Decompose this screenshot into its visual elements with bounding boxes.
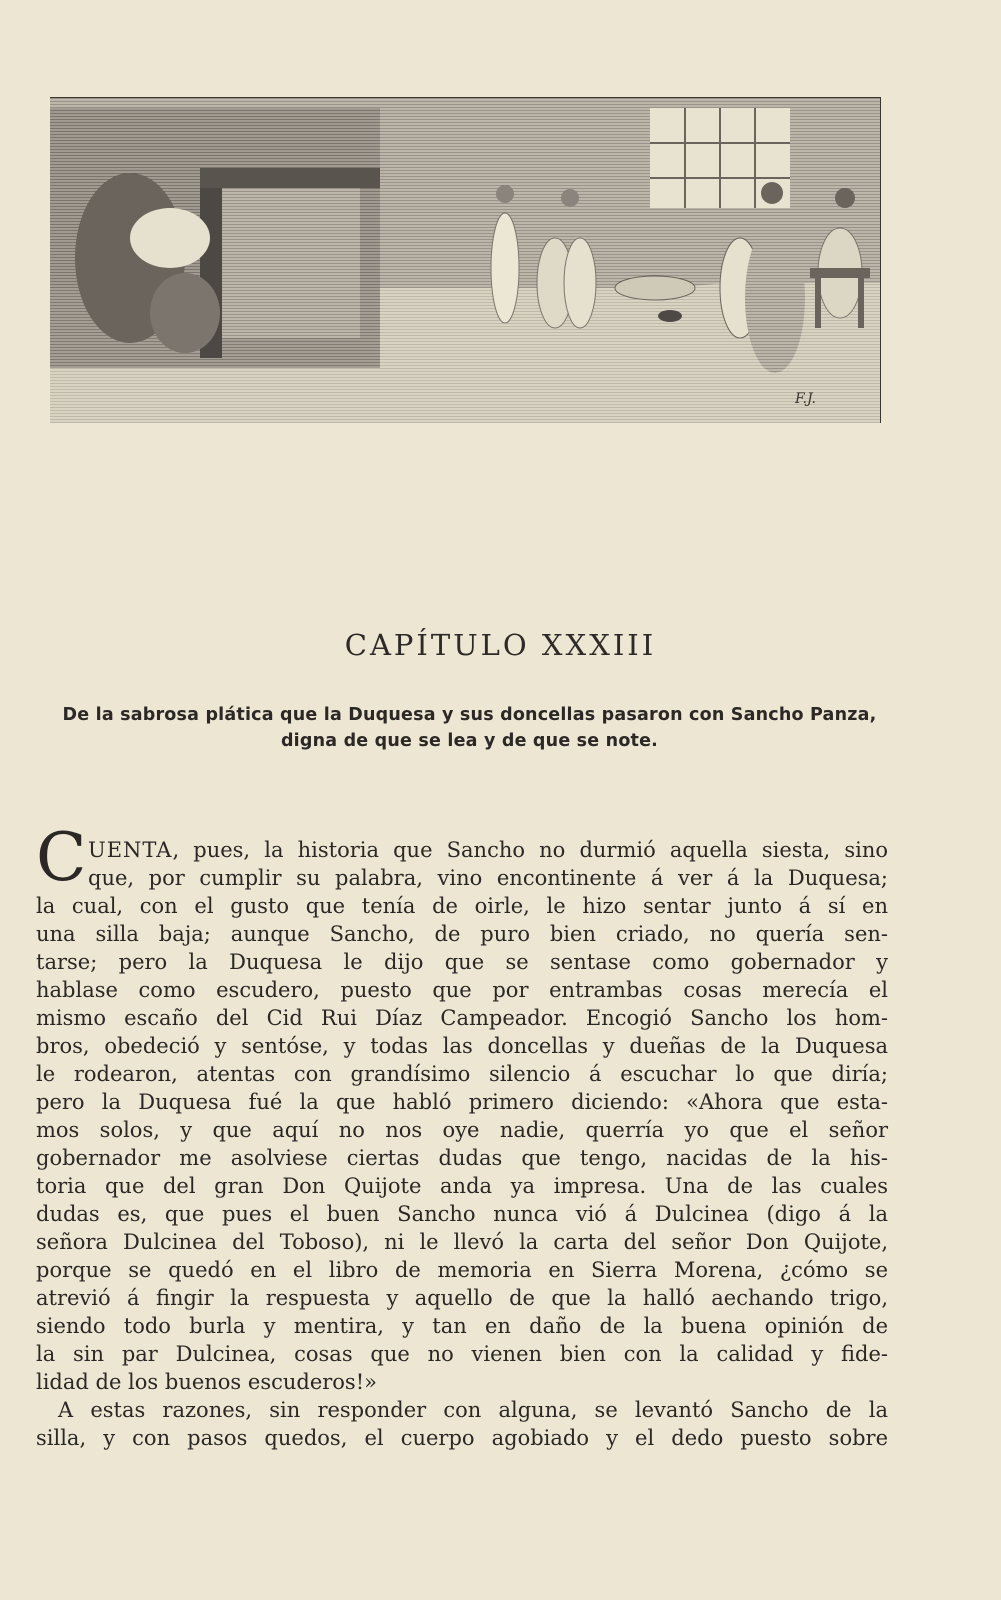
text-line: atrevió á fingir la respuesta y aquello de que la halló aechando trigo, xyxy=(36,1286,888,1310)
text-line: una silla baja; aunque Sancho, de puro bien criado, no quería sen- xyxy=(36,922,888,946)
text-line: la cual, con el gusto que tenía de oirle, le hizo sentar junto á sí en xyxy=(36,894,888,918)
subtitle-line-1: De la sabrosa plática que la Duquesa y sus doncellas pasaron con Sancho Panza, xyxy=(62,705,877,725)
text-line: silla, y con pasos quedos, el cuerpo agobiado y el dedo puesto sobre xyxy=(36,1426,888,1450)
text-line: dudas es, que pues el buen Sancho nunca vió á Dulcinea (digo á la xyxy=(36,1202,888,1226)
text-line: gobernador me asolviese ciertas dudas que tengo, nacidas de la his- xyxy=(36,1146,888,1170)
text-line: la sin par Dulcinea, cosas que no vienen bien con la calidad y fide- xyxy=(36,1342,888,1366)
text-line: hablase como escudero, puesto que por entrambas cosas merecía el xyxy=(36,978,888,1002)
chapter-title: CAPÍTULO XXXIII xyxy=(344,628,657,662)
text-line: UENTA, pues, la historia que Sancho no durmió aquella siesta, sino xyxy=(88,838,888,862)
text-line: A estas razones, sin responder con alguna, se levantó Sancho de la xyxy=(58,1398,888,1422)
text-line: lidad de los buenos escuderos!» xyxy=(36,1370,377,1394)
text-line: bros, obedeció y sentóse, y todas las doncellas y dueñas de la Duquesa xyxy=(36,1034,888,1058)
text-line: tarse; pero la Duquesa le dijo que se sentase como gobernador y xyxy=(36,950,888,974)
text-line: toria que del gran Don Quijote anda ya impresa. Una de las cuales xyxy=(36,1174,888,1198)
text-line: porque se quedó en el libro de memoria en Sierra Morena, ¿cómo se xyxy=(36,1258,888,1282)
drop-cap: C xyxy=(36,819,87,896)
text-line: señora Dulcinea del Toboso), ni le llevó la carta del señor Don Quijote, xyxy=(36,1230,888,1254)
text-line: siendo todo burla y mentira, y tan en daño de la buena opinión de xyxy=(36,1314,888,1338)
text-line: pero la Duquesa fué la que habló primero diciendo: «Ahora que esta- xyxy=(36,1090,888,1114)
body-text xyxy=(36,836,888,1452)
subtitle-line-2: digna de que se lea y de que se note. xyxy=(280,731,659,751)
engraving-illustration xyxy=(50,97,881,423)
text-line: mismo escaño del Cid Rui Díaz Campeador. Encogió Sancho los hom- xyxy=(36,1006,888,1030)
illustration-signature: F.J. xyxy=(795,391,816,407)
text-line: le rodearon, atentas con grandísimo silencio á escuchar lo que diría; xyxy=(36,1062,888,1086)
text-line: mos solos, y que aquí no nos oye nadie, querría yo que el señor xyxy=(36,1118,888,1142)
chapter-subtitle xyxy=(52,702,887,754)
engraving-duchess-chamber-icon xyxy=(50,98,880,423)
text-line: que, por cumplir su palabra, vino encontinente á ver á la Duquesa; xyxy=(88,866,888,890)
